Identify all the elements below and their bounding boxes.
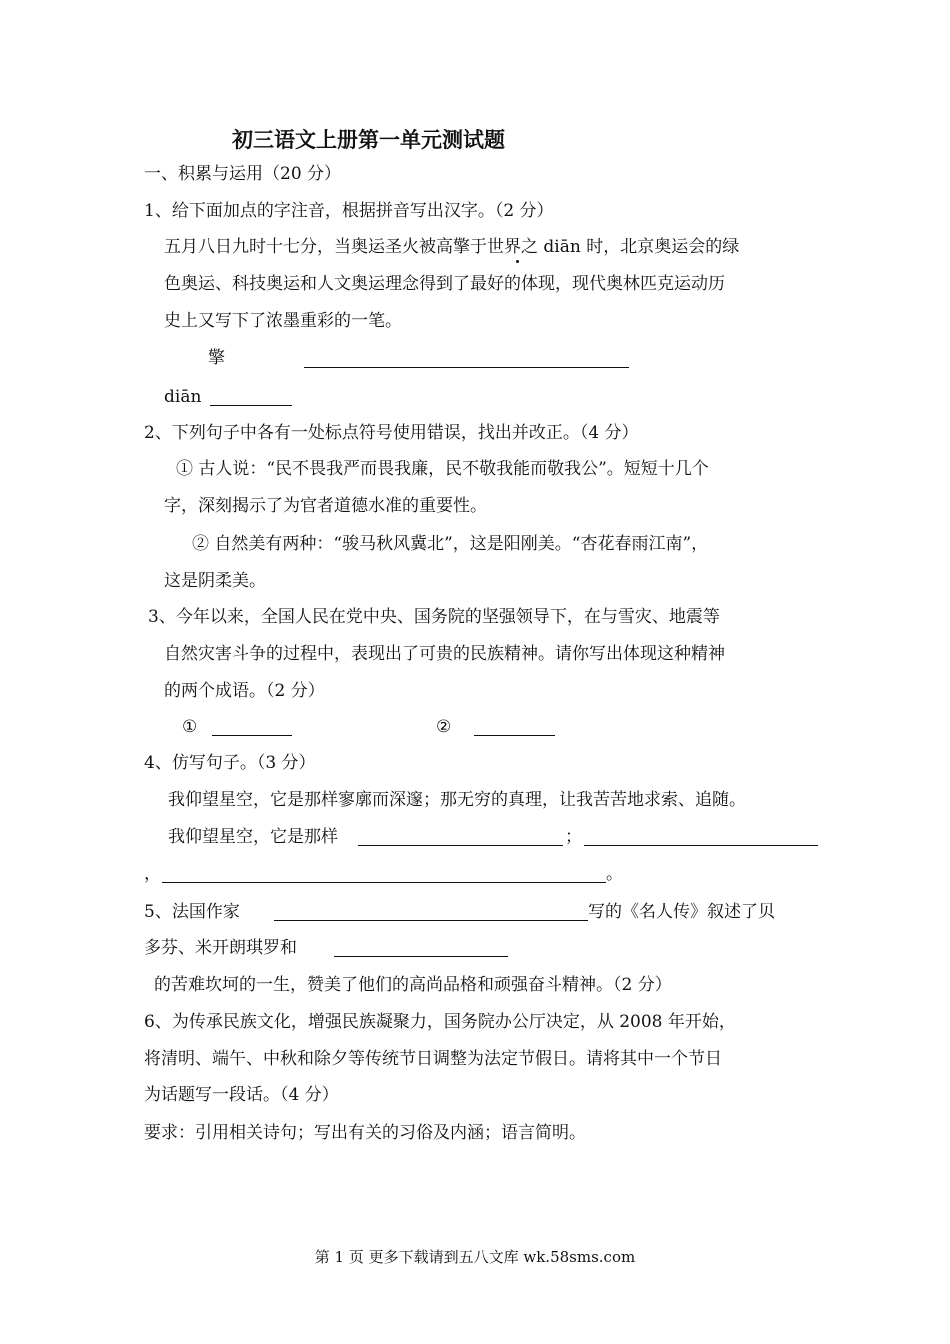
q1-pinyin-label: diān bbox=[164, 387, 202, 407]
q5-line-2: 多芬、米开朗琪罗和 bbox=[144, 938, 297, 958]
q6-requirements: 要求：引用相关诗句；写出有关的习俗及内涵；语言简明。 bbox=[144, 1123, 586, 1143]
q3-idiom-blank-2[interactable] bbox=[474, 717, 555, 736]
section-heading: 一、积累与运用（20 分） bbox=[144, 164, 342, 184]
q4-blank-1[interactable] bbox=[358, 827, 563, 846]
q5-name-blank[interactable] bbox=[334, 938, 508, 957]
q3-marker-2: ② bbox=[436, 717, 452, 737]
q2-stem: 2、下列句子中各有一处标点符号使用错误，找出并改正。（4 分） bbox=[144, 423, 639, 443]
q1-passage-line-1: 五月八日九时十七分，当奥运圣火被高擎于世界之 diān 时，北京奥运会的绿 bbox=[164, 237, 740, 257]
q4-lead: 我仰望星空，它是那样 bbox=[168, 827, 338, 847]
q5-line-1-end: 写的《名人传》叙述了贝 bbox=[588, 902, 775, 922]
q4-blank-3[interactable] bbox=[162, 864, 606, 883]
q6-line-3: 为话题写一段话。（4 分） bbox=[144, 1085, 339, 1105]
q1-passage-line-3: 史上又写下了浓墨重彩的一笔。 bbox=[164, 311, 402, 331]
q2-sentence-1-line-1: ① 古人说：“民不畏我严而畏我廉，民不敬我能而敬我公”。短短十几个 bbox=[176, 459, 709, 479]
q4-period: 。 bbox=[606, 864, 623, 884]
q3-idiom-blank-1[interactable] bbox=[212, 717, 292, 736]
q2-sentence-1-line-2: 字，深刻揭示了为官者道德水准的重要性。 bbox=[164, 496, 487, 516]
q4-semicolon: ； bbox=[565, 827, 582, 847]
q1-pinyin-answer-blank[interactable] bbox=[210, 387, 292, 406]
q4-stem: 4、仿写句子。（3 分） bbox=[144, 753, 316, 773]
q3-line-2: 自然灾害斗争的过程中，表现出了可贵的民族精神。请你写出体现这种精神 bbox=[164, 644, 725, 664]
q3-line-1: 3、今年以来，全国人民在党中央、国务院的坚强领导下，在与雪灾、地震等 bbox=[148, 607, 720, 627]
q6-line-1: 6、为传承民族文化，增强民族凝聚力，国务院办公厅决定，从 2008 年开始， bbox=[144, 1012, 736, 1032]
page-title: 初三语文上册第一单元测试题 bbox=[232, 127, 505, 152]
page-footer: 第 1 页 更多下载请到五八文库 wk.58sms.com bbox=[314, 1248, 636, 1266]
q5-line-1-start: 5、法国作家 bbox=[144, 902, 240, 922]
q1-stem: 1、给下面加点的字注音，根据拼音写出汉字。（2 分） bbox=[144, 201, 554, 221]
q2-sentence-2-line-1: ② 自然美有两种：“骏马秋风冀北”，这是阳刚美。“杏花春雨江南”， bbox=[192, 534, 709, 554]
q2-sentence-2-line-2: 这是阴柔美。 bbox=[164, 571, 266, 591]
q3-line-3: 的两个成语。（2 分） bbox=[164, 681, 325, 701]
q4-comma: ， bbox=[144, 864, 161, 884]
q3-marker-1: ① bbox=[182, 717, 198, 737]
q4-example: 我仰望星空，它是那样寥廓而深邃；那无穷的真理，让我苦苦地求索、追随。 bbox=[168, 790, 746, 810]
q6-line-2: 将清明、端午、中秋和除夕等传统节日调整为法定节假日。请将其中一个节日 bbox=[144, 1049, 722, 1069]
q1-char-answer-blank[interactable] bbox=[304, 349, 629, 368]
q4-blank-2[interactable] bbox=[584, 827, 818, 846]
q5-author-blank[interactable] bbox=[274, 902, 588, 921]
q1-passage-line-2: 色奥运、科技奥运和人文奥运理念得到了最好的体现，现代奥林匹克运动历 bbox=[164, 274, 725, 294]
emphasis-dot bbox=[516, 260, 519, 263]
q1-char-label: 擎 bbox=[208, 348, 225, 368]
q5-line-3: 的苦难坎坷的一生，赞美了他们的高尚品格和顽强奋斗精神。（2 分） bbox=[154, 975, 672, 995]
